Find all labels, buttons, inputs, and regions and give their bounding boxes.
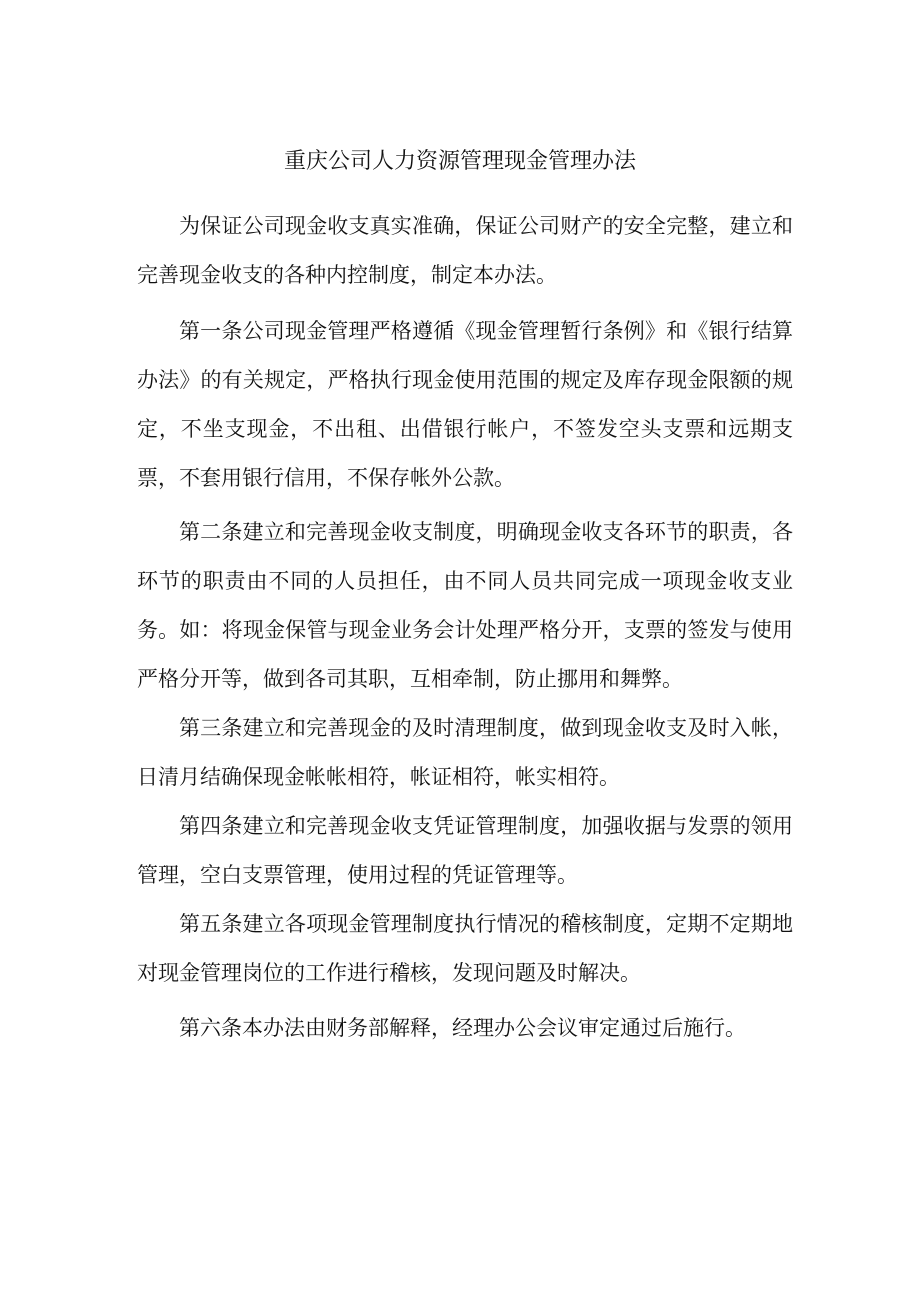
article-1-paragraph: 第一条公司现金管理严格遵循《现金管理暂行条例》和《银行结算办法》的有关规定，严格执行现金使用范围的规定及库存现金限额的规定，不坐支现金，不出租、出借银行帐户，不签发空头支票和远期支票，不套用银行信用，不保存帐外公款。 — [137, 319, 793, 490]
article-4-paragraph: 第四条建立和完善现金收支凭证管理制度，加强收据与发票的领用管理，空白支票管理，使用过程的凭证管理等。 — [137, 814, 793, 887]
article-3-paragraph: 第三条建立和完善现金的及时清理制度，做到现金收支及时入帐，日清月结确保现金帐帐相符，帐证相符，帐实相符。 — [137, 716, 793, 789]
document-title: 重庆公司人力资源管理现金管理办法 — [283, 149, 636, 174]
intro-paragraph: 为保证公司现金收支真实准确，保证公司财产的安全完整，建立和完善现金收支的各种内控制度，制定本办法。 — [137, 214, 793, 287]
article-2-paragraph: 第二条建立和完善现金收支制度，明确现金收支各环节的职责，各环节的职责由不同的人员担任，由不同人员共同完成一项现金收支业务。如：将现金保管与现金业务会计处理严格分开，支票的签发与使用严格分开等，做到各司其职，互相牵制，防止挪用和舞弊。 — [137, 520, 793, 691]
article-6-paragraph: 第六条本办法由财务部解释，经理办公会议审定通过后施行。 — [179, 1016, 746, 1040]
article-5-paragraph: 第五条建立各项现金管理制度执行情况的稽核制度，定期不定期地对现金管理岗位的工作进行稽核，发现问题及时解决。 — [137, 912, 793, 985]
